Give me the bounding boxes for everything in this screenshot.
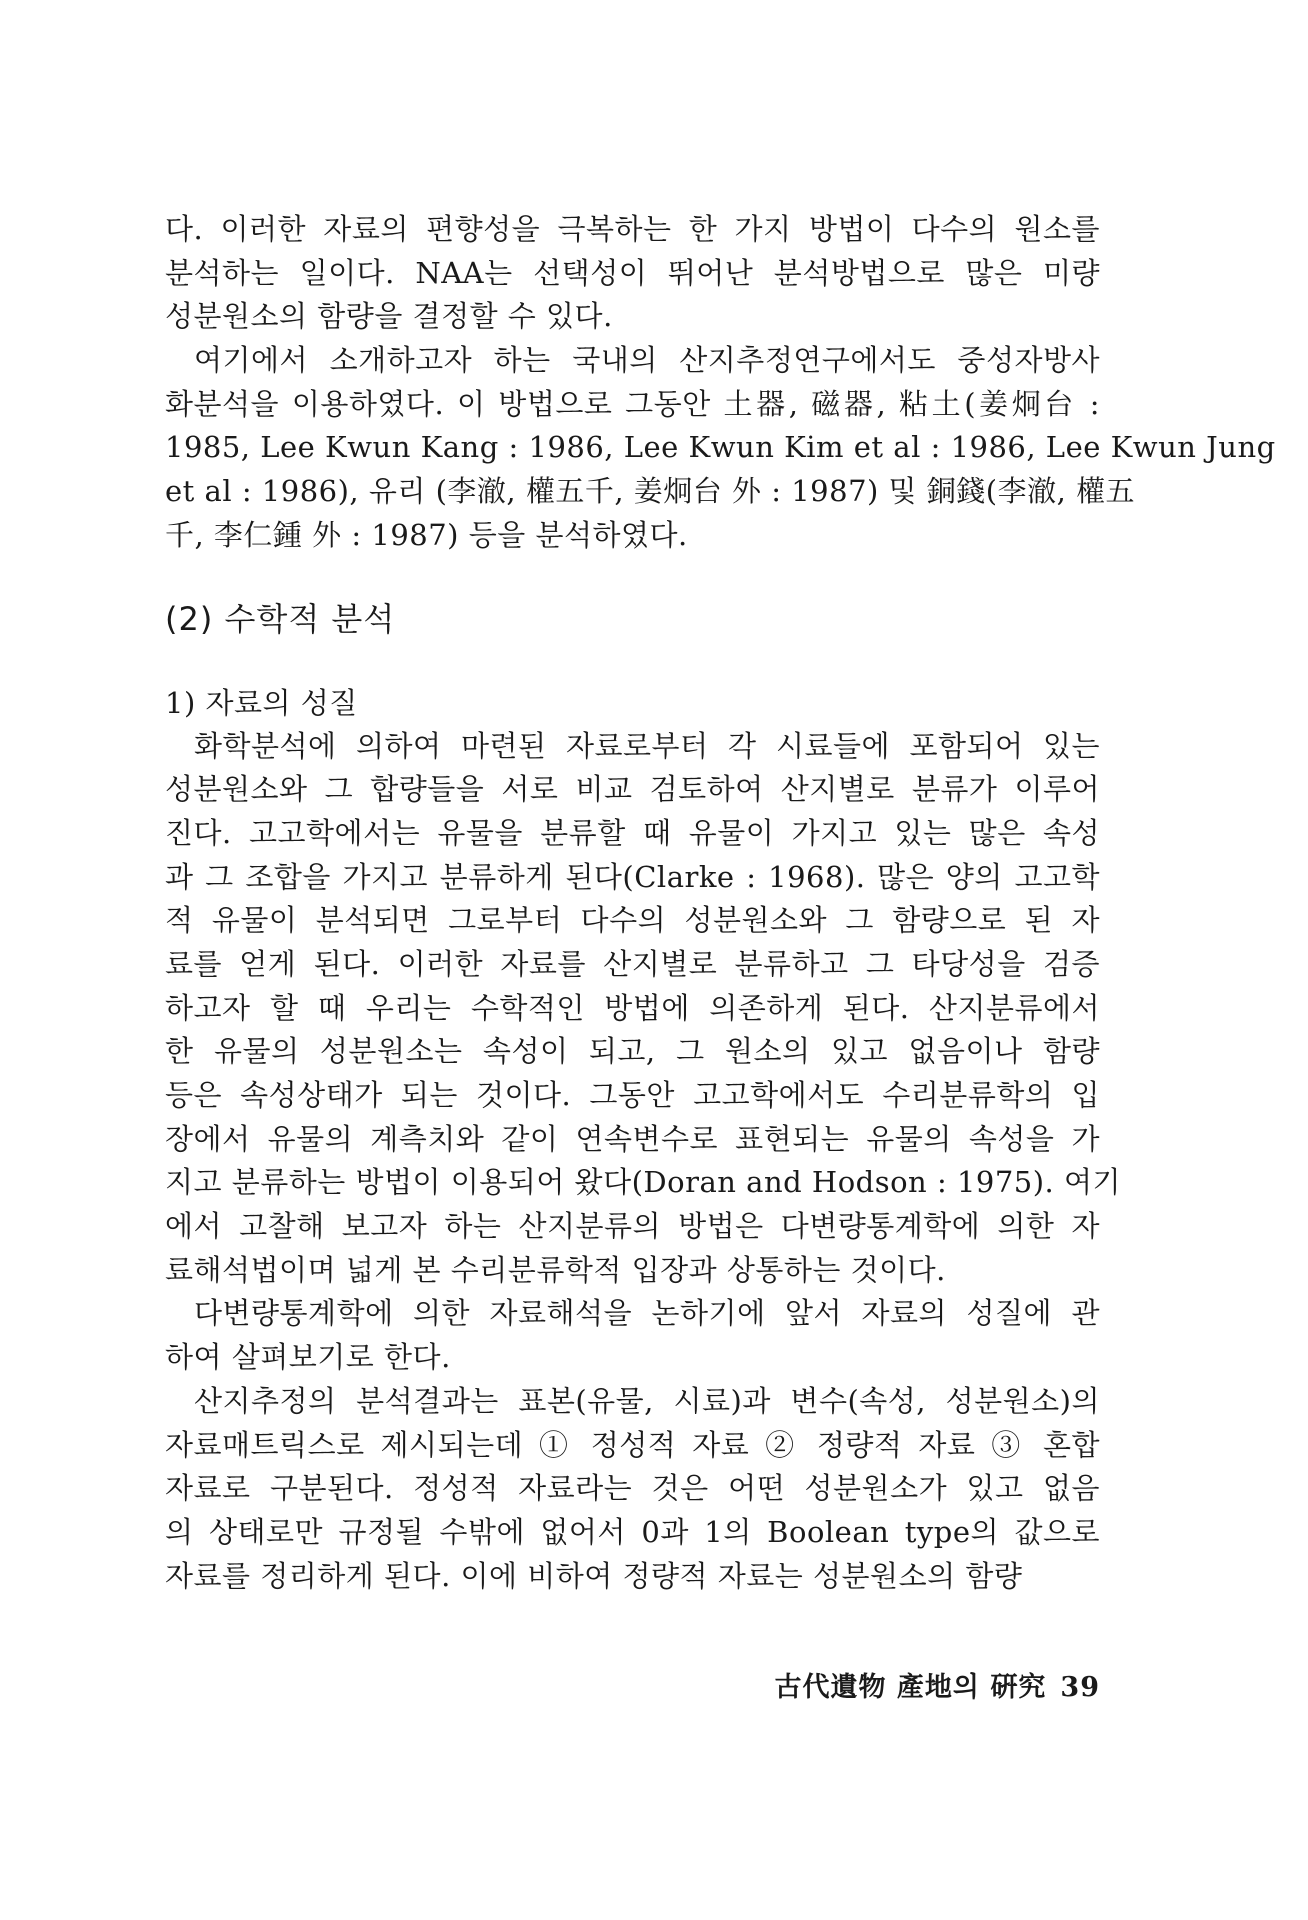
text-line: 자료매트릭스로 제시되는데 ① 정성적 자료 ② 정량적 자료 ③ 혼합 <box>165 1427 1100 1462</box>
text-line: 의 상태로만 규정될 수밖에 없어서 0과 1의 Boolean type의 값으로 <box>165 1514 1100 1549</box>
text-line: et al : 1986), 유리 (李澈, 權五千, 姜炯台 外 : 1987) 및 銅錢(李澈, 權五 <box>165 474 1136 509</box>
bottom-paragraphs <box>165 725 1122 1599</box>
text-line: 다. 이러한 자료의 편향성을 극복하는 한 가지 방법이 다수의 원소를 <box>165 212 1100 246</box>
paragraph <box>165 1380 1100 1598</box>
text-line: 분석하는 일이다. NAA는 선택성이 뛰어난 분석방법으로 많은 미량 <box>165 255 1100 290</box>
paragraph <box>165 1292 1100 1379</box>
text-line: 에서 고찰해 보고자 하는 산지분류의 방법은 다변량통계학에 의한 자 <box>165 1209 1100 1244</box>
top-paragraphs <box>165 208 1276 558</box>
section-heading: (2) 수학적 분석 <box>165 599 396 638</box>
running-title: 古代遺物 產地의 硏究 <box>774 1672 1047 1703</box>
text-line: 한 유물의 성분원소는 속성이 되고, 그 원소의 있고 없음이나 함량 <box>165 1034 1100 1069</box>
text-line: 진다. 고고학에서는 유물을 분류할 때 유물이 가지고 있는 많은 속성 <box>165 815 1100 850</box>
subsection-heading: 1) 자료의 성질 <box>165 685 358 720</box>
running-footer <box>775 1665 1100 1704</box>
text-line: 하여 살펴보기로 한다. <box>165 1340 451 1375</box>
paragraph <box>165 725 1122 1293</box>
text-line: 여기에서 소개하고자 하는 국내의 산지추정연구에서도 중성자방사 <box>194 343 1100 378</box>
text-line: 다변량통계학에 의한 자료해석을 논하기에 앞서 자료의 성질에 관 <box>194 1296 1100 1331</box>
paragraph <box>165 208 1100 339</box>
text-line: 자료로 구분된다. 정성적 자료라는 것은 어떤 성분원소가 있고 없음 <box>165 1471 1100 1506</box>
text-line: 등은 속성상태가 되는 것이다. 그동안 고고학에서도 수리분류학의 입 <box>165 1078 1100 1112</box>
text-line: 千, 李仁鍾 外 : 1987) 등을 분석하였다. <box>165 517 688 552</box>
text-line: 지고 분류하는 방법이 이용되어 왔다(Doran and Hodson : 1975). 여기 <box>165 1165 1122 1200</box>
text-line: 장에서 유물의 계측치와 같이 연속변수로 표현되는 유물의 속성을 가 <box>165 1121 1100 1156</box>
text-line: 1985, Lee Kwun Kang : 1986, Lee Kwun Kim et al : 1986, Lee Kwun Jung <box>165 430 1276 465</box>
page-body <box>165 208 1276 1808</box>
text-line: 산지추정의 분석결과는 표본(유물, 시료)과 변수(속성, 성분원소)의 <box>194 1383 1100 1418</box>
text-line: 성분원소와 그 합량들을 서로 비교 검토하여 산지별로 분류가 이루어 <box>165 772 1100 807</box>
text-line: 성분원소의 함량을 결정할 수 있다. <box>165 299 613 334</box>
text-line: 하고자 할 때 우리는 수학적인 방법에 의존하게 된다. 산지분류에서 <box>165 990 1100 1025</box>
page-number: 39 <box>1060 1672 1100 1703</box>
text-line: 자료를 정리하게 된다. 이에 비하여 정량적 자료는 성분원소의 함량 <box>165 1558 1023 1593</box>
text-line: 과 그 조합을 가지고 분류하게 된다(Clarke : 1968). 많은 양의 고고학 <box>165 859 1100 894</box>
text-line: 화학분석에 의하여 마련된 자료로부터 각 시료들에 포함되어 있는 <box>194 728 1100 763</box>
paragraph <box>165 339 1276 557</box>
text-line: 료해석법이며 넓게 본 수리분류학적 입장과 상통하는 것이다. <box>165 1252 946 1287</box>
text-line: 적 유물이 분석되면 그로부터 다수의 성분원소와 그 함량으로 된 자 <box>165 903 1100 938</box>
text-line: 화분석을 이용하였다. 이 방법으로 그동안 土器, 磁器, 粘土(姜炯台 : <box>165 386 1100 421</box>
text-line: 료를 얻게 된다. 이러한 자료를 산지별로 분류하고 그 타당성을 검증 <box>165 946 1100 981</box>
